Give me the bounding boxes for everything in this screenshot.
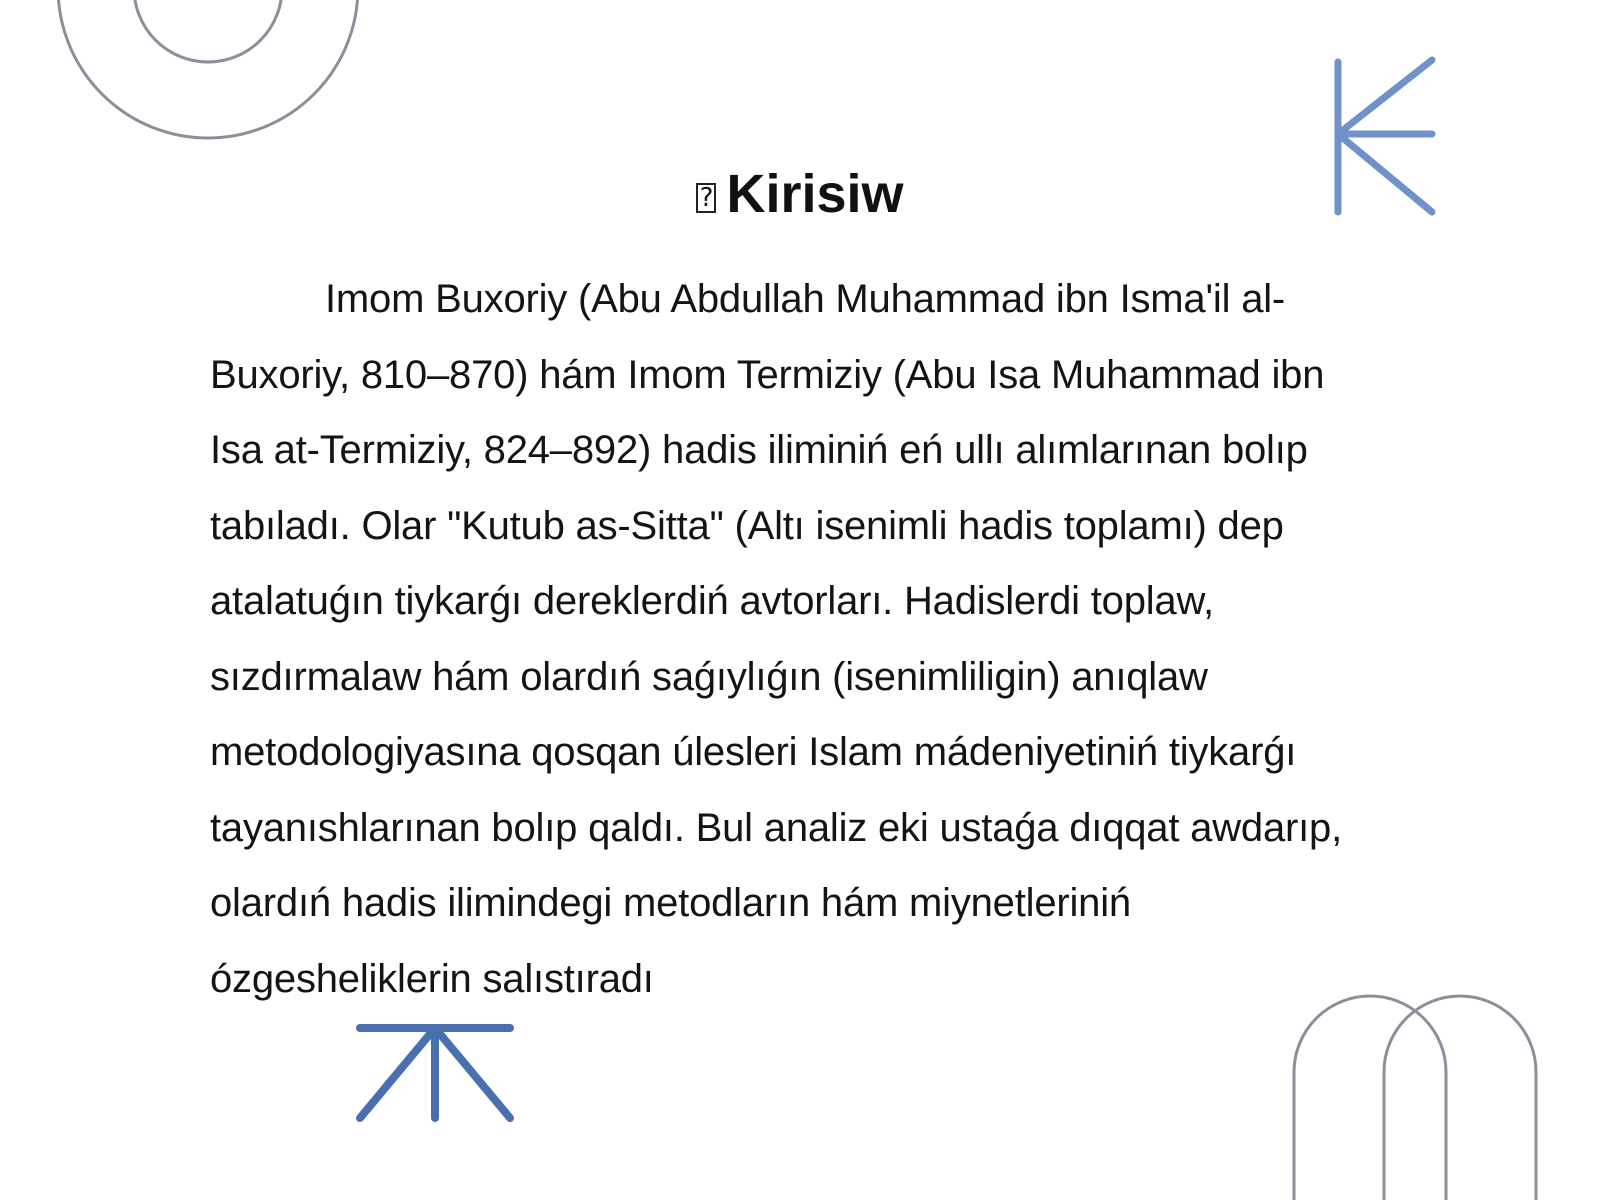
arrow-shaped-line-ornament [360,1028,510,1118]
slide-title-text: Kirisiw [726,164,904,224]
slide-body-paragraph: Imom Buxoriy (Abu Abdullah Muhammad ibn Isma'il al-Buxoriy, 810–870) hám Imom Termiziy (Abu Isa Muhammad ibn Isa at-Termiziy, 824–892) hadis iliminiń eń ullı alımlarınan bolıp tabıladı. Olar "Kutub as-Sitta" (Altı isenimli hadis toplamı) dep atalatuǵın tiykarǵı dereklerdiń avtorları. Hadislerdi toplaw, sızdırmalaw hám olardıń saǵıylıǵın (isenimliligin) anıqlaw metodologiyasına qosqan úlesleri Islam mádeniyetiniń tiykarǵı tayanıshlarınan bolıp qaldı. Bul analiz eki ustaǵa dıqqat awdarıp, olardıń hadis ilimindegi metodların hám miynetleriniń ózgesheliklerin salıstıradı [210,277,1342,1001]
placeholder-glyph-icon: ? [696,183,716,213]
double-arch-ornament [1294,996,1536,1200]
slide-title [0,158,1600,230]
concentric-circles-ornament [58,0,358,138]
